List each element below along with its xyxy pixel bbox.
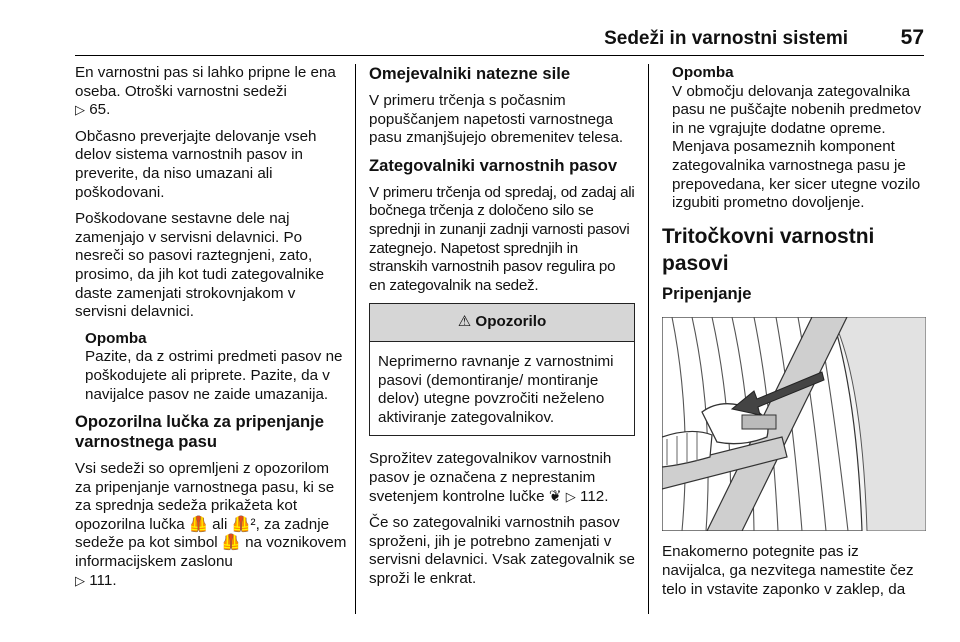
page-reference[interactable]: 65. (89, 101, 111, 119)
seatbelt-rear-icon: 🦺 (221, 534, 241, 552)
header-rule (75, 55, 924, 56)
reference-arrow-icon: ▷ (75, 572, 85, 588)
section-heading-warning-lamp: Opozorilna lučka za pripenjanje varnostnega pasu (75, 412, 324, 452)
paragraph-force-limiters: V primeru trčenja s počasnim popuščanjem napetosti varnostnega pasu zmanjšujejo obremenitev telesa. (369, 92, 624, 147)
seatbelt-drawing (662, 317, 926, 531)
reference-arrow-icon: ▷ (75, 102, 85, 118)
column-divider-1 (355, 64, 356, 614)
note-heading: Opomba (85, 329, 147, 347)
paragraph-check: Občasno preverjajte delovanje vseh delov sistema varnostnih pasov in preverite, da niso umazani ali poškodovani. (75, 127, 317, 201)
page-header (0, 0, 960, 58)
paragraph-activation: Sprožitev zategovalnikov varnostnih pasov je označena z neprestanim svetenjem kontrolne lučke ❦ ▷ 112. (369, 450, 612, 505)
page-reference[interactable]: 111. (89, 571, 117, 589)
paragraph-replace: Poškodovane sestavne dele naj zamenjajo v servisni delavnici. Po nesreči so pasovi raztegnjeni, zato, prosimo, da jih kot tudi zategovalnike daste zamenjati strokovnjakom v servisni delavnici. (75, 210, 325, 321)
note-text: V območju delovanja zategovalnika pasu ne puščajte nobenih predmetov in ne vgrajujte dodatne opreme. Menjava posameznih komponent zategovalnika varnostnega pasu je prepovedana, ker sicer utegne vozilo izgubiti prometno dovoljenje. (672, 82, 922, 212)
page-reference[interactable]: 112. (580, 487, 609, 505)
page-number: 57 (900, 26, 924, 49)
column-1 (75, 64, 347, 598)
note-heading: Opomba (672, 64, 734, 81)
column-3 (662, 64, 926, 607)
paragraph-replacement: Če so zategovalniki varnostnih pasov sproženi, jih je potrebno zamenjati v servisni delavnici. Vsak zategovalnik se sproži le enkrat. (369, 514, 635, 587)
warning-header (370, 304, 634, 342)
warning-heading: Opozorilo (475, 313, 547, 331)
seatbelt-icon: 🦺 (189, 515, 208, 533)
section-heading-pretensioners: Zategovalniki varnostnih pasov (369, 155, 618, 175)
note-text: Pazite, da z ostrimi predmeti pasov ne poškodujete ali priprete. Pazite, da v navijalce pasov ne zaide umazanija. (85, 348, 343, 403)
reference-arrow-icon: ▷ (565, 488, 576, 504)
paragraph-fastening: Enakomerno potegnite pas iz navijalca, ga nezvitega namestite čez telo in vstavite zaponko v zaklep, da (662, 543, 914, 598)
paragraph-warning-lamp: Vsi sedeži so opremljeni z opozorilom za pripenjanje varnostnega pasu, ki se za sprednja sedeža prikažeta kot opozorilna lučka 🦺 ali 🦺², za zadnje sedeže pa kot simbol 🦺 na voznikovem informacijskem zaslonu ▷ 111. (75, 460, 347, 589)
section-heading-force-limiters: Omejevalniki natezne sile (369, 64, 571, 83)
subsection-heading-fastening: Pripenjanje (662, 283, 752, 303)
note-box (85, 330, 347, 404)
paragraph-one-person: En varnostni pas si lahko pripne le ena oseba. Otroški varnostni sedeži ▷ 65. (75, 64, 336, 119)
column-divider-2 (648, 64, 649, 614)
column-2 (369, 64, 635, 596)
warning-text: Neprimerno ravnanje z varnostnimi pasovi (demontiranje/ montiranje delov) utegne povzročiti neželeno aktiviranje zategovalnikov. (378, 352, 614, 426)
paragraph-pretensioners: V primeru trčenja od spredaj, od zadaj ali bočnega trčenja z določeno silo se sprednji in zunanji zadnji varnosti pasovi zategnejo. Napetost sprednjih in stranskih varnostnih pasov regulira po en zategovalnik na sedež. (369, 183, 635, 294)
warning-box (369, 303, 635, 436)
warning-triangle-icon: ⚠ (457, 313, 472, 331)
airbag-warning-icon: ❦ (548, 487, 562, 505)
section-heading-three-point-belts: Tritočkovni varnostni pasovi (662, 224, 875, 275)
seatbelt-illustration (662, 317, 926, 531)
note-box (672, 64, 926, 213)
page-title: Sedeži in varnostni sistemi (604, 28, 848, 49)
seatbelt-passenger-icon: 🦺² (231, 515, 256, 533)
